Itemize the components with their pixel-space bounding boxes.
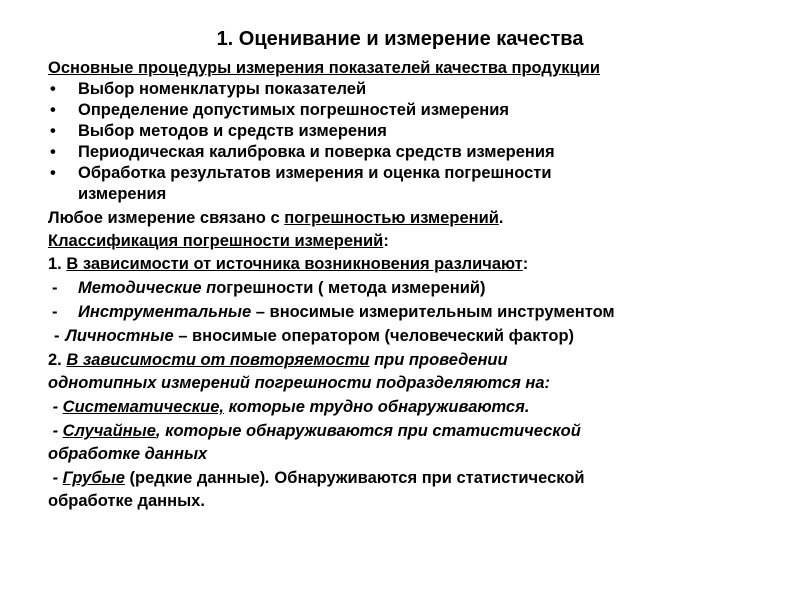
by-source-heading-text: В зависимости от источника возникновения различают	[66, 255, 523, 273]
dash-marker: -	[52, 279, 58, 297]
error-type: Систематические,	[62, 398, 224, 416]
error-term: погрешностью измерений	[284, 209, 499, 227]
list-item-text: Определение допустимых погрешностей измерения	[78, 101, 509, 119]
dash-marker: -	[54, 327, 60, 345]
section-number: 2.	[48, 351, 67, 369]
dash-marker: -	[48, 398, 63, 416]
bullet-icon: •	[50, 101, 56, 119]
dash-marker: -	[48, 422, 63, 440]
list-item-text: Выбор номенклатуры показателей	[78, 80, 367, 98]
classification-colon: :	[383, 232, 389, 250]
dash-marker: -	[52, 303, 58, 321]
repeat-item-systematic	[48, 397, 760, 418]
by-repeatability-heading	[48, 350, 760, 371]
error-statement	[48, 208, 760, 229]
list-item	[48, 142, 760, 163]
by-repeatability-heading-text: В зависимости от повторяемости	[66, 351, 370, 369]
error-description: – вносимые измерительным инструментом	[255, 303, 615, 321]
list-item-text: Периодическая калибровка и поверка средств измерения	[78, 143, 555, 161]
procedures-list	[48, 79, 760, 205]
error-note-end: .	[265, 469, 270, 487]
page-title: 1. Оценивание и измерение качества	[216, 28, 584, 50]
bullet-icon: •	[50, 80, 56, 98]
source-item-personal	[48, 326, 760, 347]
list-item-text: Выбор методов и средств измерения	[78, 122, 387, 140]
slide-body	[48, 58, 760, 512]
error-description: – вносимые оператором (человеческий фактор)	[173, 327, 575, 345]
error-description: Обнаруживаются при статистической	[269, 469, 585, 487]
by-source-heading	[48, 254, 760, 275]
bullet-icon: •	[50, 122, 56, 140]
list-item-text: Обработка результатов измерения и оценка погрешности измерения	[78, 164, 552, 203]
error-description: , которые обнаруживаются при статистической	[155, 422, 581, 440]
error-type: Методические п	[78, 279, 217, 297]
error-type: Личностные	[65, 327, 174, 345]
repeat-item-gross	[48, 468, 760, 489]
error-type: Инструментальные	[78, 303, 256, 321]
source-item-method	[48, 278, 760, 299]
error-description: которые трудно обнаруживаются.	[223, 398, 530, 416]
by-repeatability-line2: однотипных измерений погрешности подразделяются на:	[48, 374, 551, 392]
error-note: (редкие данные)	[124, 469, 266, 487]
bullet-icon: •	[50, 164, 56, 182]
error-statement-text: Любое измерение связано с	[48, 209, 285, 227]
section-number: 1.	[48, 255, 67, 273]
repeat-item-random-cont: обработке данных	[48, 445, 208, 463]
list-item	[48, 79, 760, 100]
classification-heading	[48, 231, 760, 252]
by-source-colon: :	[522, 255, 529, 273]
classification-heading-text: Классификация погрешности измерений	[48, 232, 384, 250]
error-statement-end: .	[498, 209, 504, 227]
bullet-icon: •	[50, 143, 56, 161]
repeat-item-gross-cont: обработке данных.	[48, 492, 205, 510]
error-type: Случайные	[62, 422, 156, 440]
error-description: огрешности ( метода измерений)	[216, 279, 486, 297]
list-item	[48, 163, 760, 205]
list-item	[48, 100, 760, 121]
dash-marker: -	[48, 469, 63, 487]
repeat-item-random	[48, 421, 760, 442]
procedures-heading: Основные процедуры измерения показателей качества продукции	[48, 59, 600, 77]
by-repeatability-tail: при проведении	[369, 351, 508, 369]
list-item	[48, 121, 760, 142]
source-item-instrument	[48, 302, 760, 323]
error-type: Грубые	[62, 469, 125, 487]
